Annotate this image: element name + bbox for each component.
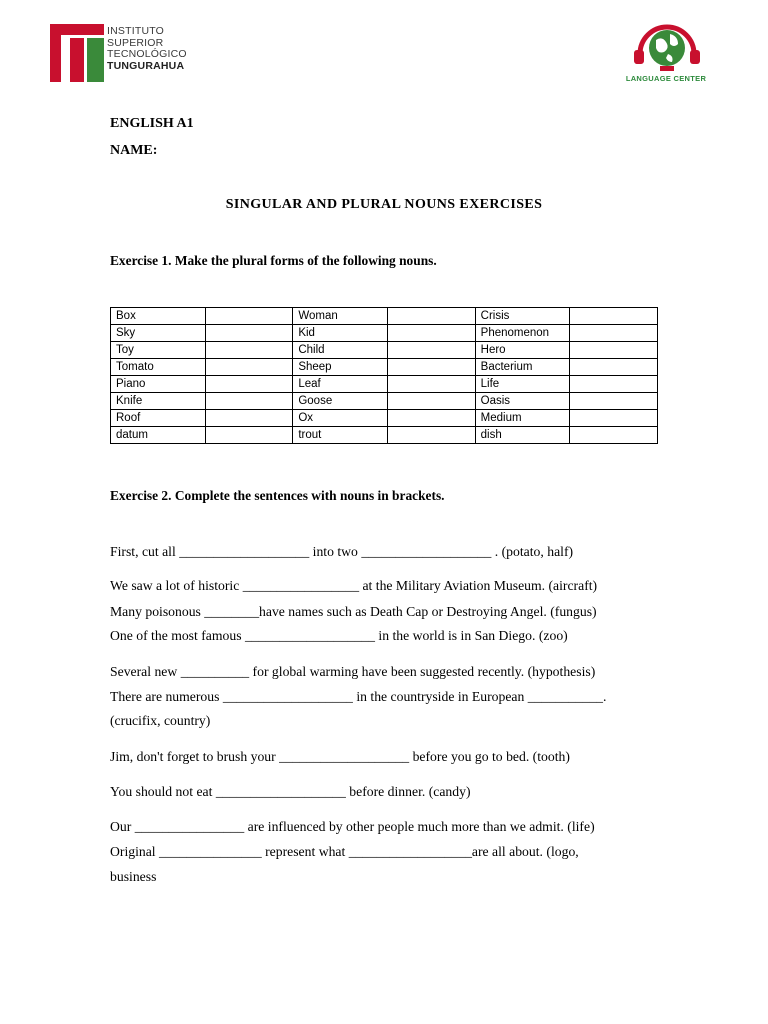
answer-cell[interactable]: [205, 308, 293, 325]
answer-cell[interactable]: [570, 325, 658, 342]
answer-cell[interactable]: [388, 427, 476, 444]
noun-cell: Knife: [111, 393, 206, 410]
table-row: [111, 359, 658, 376]
sentence-line: business: [110, 869, 157, 884]
noun-text: Phenomenon: [480, 327, 550, 339]
answer-cell[interactable]: [388, 393, 476, 410]
answer-cell[interactable]: [205, 342, 293, 359]
answer-cell[interactable]: [570, 376, 658, 393]
answer-cell[interactable]: [570, 427, 658, 444]
globe-icon: [622, 22, 712, 74]
noun-cell: dish: [475, 427, 570, 444]
noun-cell: Leaf: [293, 376, 388, 393]
sentence-line: (crucifix, country): [110, 713, 211, 728]
course-label: ENGLISH A1: [110, 116, 194, 131]
answer-cell[interactable]: [205, 427, 293, 444]
institute-line: TUNGURAHUA: [107, 59, 185, 72]
answer-cell[interactable]: [388, 342, 476, 359]
sentence-line: Many poisonous ________have names such as Death Cap or Destroying Angel. (fungus): [110, 604, 597, 619]
answer-cell[interactable]: [388, 410, 476, 427]
answer-cell[interactable]: [205, 359, 293, 376]
noun-cell: Bacterium: [475, 359, 570, 376]
noun-cell: Oasis: [475, 393, 570, 410]
noun-cell: Woman: [293, 308, 388, 325]
nouns-table: [110, 307, 658, 444]
answer-cell[interactable]: [570, 359, 658, 376]
table-row: [111, 308, 658, 325]
answer-cell[interactable]: [388, 376, 476, 393]
noun-cell: datum: [111, 427, 206, 444]
sentence-line: First, cut all ___________________ into two ___________________ . (potato, half): [110, 544, 574, 559]
noun-cell: Ox: [293, 410, 388, 427]
answer-cell[interactable]: [205, 410, 293, 427]
answer-cell[interactable]: [570, 342, 658, 359]
exercise2-instruction: Exercise 2. Complete the sentences with nouns in brackets.: [110, 488, 445, 503]
name-label: NAME:: [110, 143, 158, 158]
noun-cell: Box: [111, 308, 206, 325]
sentence-line: One of the most famous ___________________ in the world is in San Diego. (zoo): [110, 628, 568, 643]
sentence-line: Our ________________ are influenced by other people much more than we admit. (life): [110, 819, 595, 834]
noun-cell: Kid: [293, 325, 388, 342]
noun-cell: Piano: [111, 376, 206, 393]
answer-cell[interactable]: [205, 376, 293, 393]
exercise1-instruction: Exercise 1. Make the plural forms of the following nouns.: [110, 253, 437, 268]
table-row: [111, 393, 658, 410]
institute-line: INSTITUTO: [107, 25, 165, 37]
sentence-line: We saw a lot of historic _________________ at the Military Aviation Museum. (aircraft): [110, 578, 598, 593]
table-row: [111, 325, 658, 342]
sentence-line: Original _______________ represent what __________________are all about. (logo,: [110, 844, 579, 859]
answer-cell[interactable]: [388, 308, 476, 325]
noun-cell: [475, 325, 570, 342]
institute-name: [107, 26, 187, 72]
answer-cell[interactable]: [570, 393, 658, 410]
answer-cell[interactable]: [205, 393, 293, 410]
noun-cell: Hero: [475, 342, 570, 359]
table-row: [111, 427, 658, 444]
noun-cell: Medium: [475, 410, 570, 427]
answer-cell[interactable]: [205, 325, 293, 342]
noun-cell: Tomato: [111, 359, 206, 376]
noun-cell: Sheep: [293, 359, 388, 376]
noun-cell: Child: [293, 342, 388, 359]
language-center-logo: [622, 22, 712, 88]
sentence-line: You should not eat ___________________ before dinner. (candy): [110, 784, 471, 799]
table-row: [111, 376, 658, 393]
table-row: [111, 342, 658, 359]
table-row: [111, 410, 658, 427]
institute-logo: [50, 24, 200, 82]
sentence-line: There are numerous ___________________ in the countryside in European ___________.: [110, 689, 607, 704]
answer-cell[interactable]: [388, 325, 476, 342]
itst-logo-icon: [50, 24, 104, 82]
noun-cell: Toy: [111, 342, 206, 359]
noun-cell: Roof: [111, 410, 206, 427]
institute-line: SUPERIOR: [107, 36, 164, 49]
institute-line: TECNOLÓGICO: [107, 48, 187, 60]
noun-cell: trout: [293, 427, 388, 444]
page-title: SINGULAR AND PLURAL NOUNS EXERCISES: [225, 197, 543, 212]
noun-cell: Crisis: [475, 308, 570, 325]
sentence-line: Jim, don't forget to brush your ___________________ before you go to bed. (tooth): [110, 749, 570, 764]
answer-cell[interactable]: [388, 359, 476, 376]
sentence-line: Several new __________ for global warming have been suggested recently. (hypothesis): [110, 664, 596, 679]
answer-cell[interactable]: [570, 308, 658, 325]
language-center-label: LANGUAGE CENTER: [625, 74, 707, 83]
noun-cell: Sky: [111, 325, 206, 342]
noun-cell: Life: [475, 376, 570, 393]
noun-cell: Goose: [293, 393, 388, 410]
answer-cell[interactable]: [570, 410, 658, 427]
